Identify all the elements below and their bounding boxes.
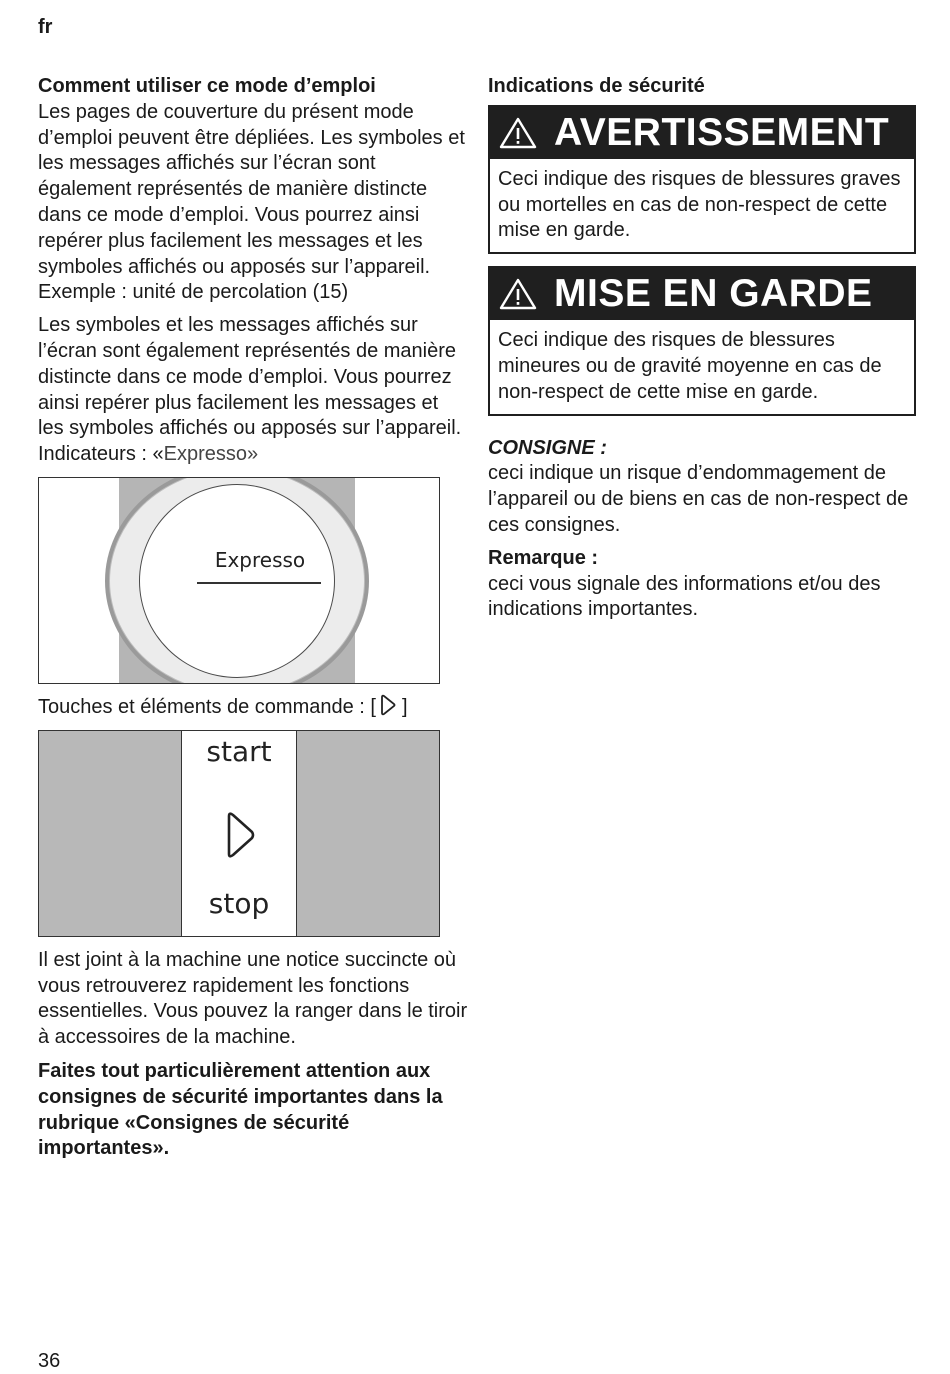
paragraph-quick-guide: Il est joint à la machine une notice succincte où vous retrouverez rapidement les fonctions essentielles. Vous pouvez la ranger dans le tiroir à accessoires de la machine. [38, 948, 468, 1049]
caution-text: Ceci indique des risques de blessures mineures ou de gravité moyenne en cas de non-respect de cette mise en garde. [498, 329, 882, 403]
left-column [38, 74, 468, 1162]
section-heading-usage: Comment utiliser ce mode d’emploi [38, 75, 376, 97]
consigne-text: ceci indique un risque d’endommagement de l’appareil ou de biens en cas de non-respect de ces consignes. [488, 462, 909, 536]
key-start-label: start [206, 734, 272, 768]
paragraph-cover-pages: Les pages de couverture du présent mode d’emploi peuvent être dépliées. Les symboles et les messages affichés sur l’écran sont également représentés de manière distincte dans ce mode d’emploi. Vous pourrez ainsi repérer plus facilement les messages et les symboles affichés ou apposés sur l’appareil. [38, 100, 465, 278]
display-illustration [38, 477, 440, 684]
language-tag: fr [38, 16, 53, 38]
caution-box [488, 266, 916, 415]
warning-box [488, 105, 916, 254]
display-underline [197, 582, 321, 584]
indicators-close: » [247, 443, 259, 466]
caution-title: MISE EN GARDE [554, 272, 873, 316]
start-stop-key-illustration [38, 730, 440, 937]
warning-header [490, 107, 914, 159]
remarque-label: Remarque : [488, 546, 599, 569]
warning-triangle-icon [498, 277, 538, 311]
right-column [488, 74, 916, 623]
play-triangle-icon [224, 811, 256, 859]
display-text: Expresso [214, 547, 306, 572]
attention-note: Faites tout particulièrement attention aux consignes de sécurité importantes dans la rubrique «Consignes de sécurité importantes». [38, 1059, 443, 1160]
warning-triangle-icon [498, 116, 538, 150]
page-number: 36 [38, 1350, 61, 1372]
remarque-text: ceci vous signale des informations et/ou des indications importantes. [488, 572, 881, 621]
start-stop-key [181, 731, 297, 936]
dial-screen [139, 484, 335, 678]
indicators-label: Indicateurs : « [38, 443, 164, 466]
key-stop-label: stop [208, 886, 270, 920]
play-triangle-icon [378, 694, 398, 716]
consigne-label: CONSIGNE : [488, 436, 607, 459]
keys-line [38, 694, 468, 721]
section-heading-safety: Indications de sécurité [488, 75, 705, 97]
indicators-line [38, 442, 468, 468]
example-line: Exemple : unité de percolation (15) [38, 281, 349, 304]
indicators-value: Expresso [163, 443, 247, 466]
paragraph-symbols: Les symboles et les messages affichés sur l’écran sont également représentés de manière distincte dans ce mode d’emploi. Vous pourrez ainsi repérer plus facilement les messages et les symboles affichés ou apposés sur l’appareil. [38, 314, 462, 440]
keys-label: Touches et éléments de commande : [ [38, 695, 376, 718]
warning-text: Ceci indique des risques de blessures graves ou mortelles en cas de non-respect de cette mise en garde. [498, 167, 901, 242]
warning-title: AVERTISSEMENT [554, 110, 890, 154]
keys-close: ] [401, 695, 408, 718]
caution-header [490, 268, 914, 320]
